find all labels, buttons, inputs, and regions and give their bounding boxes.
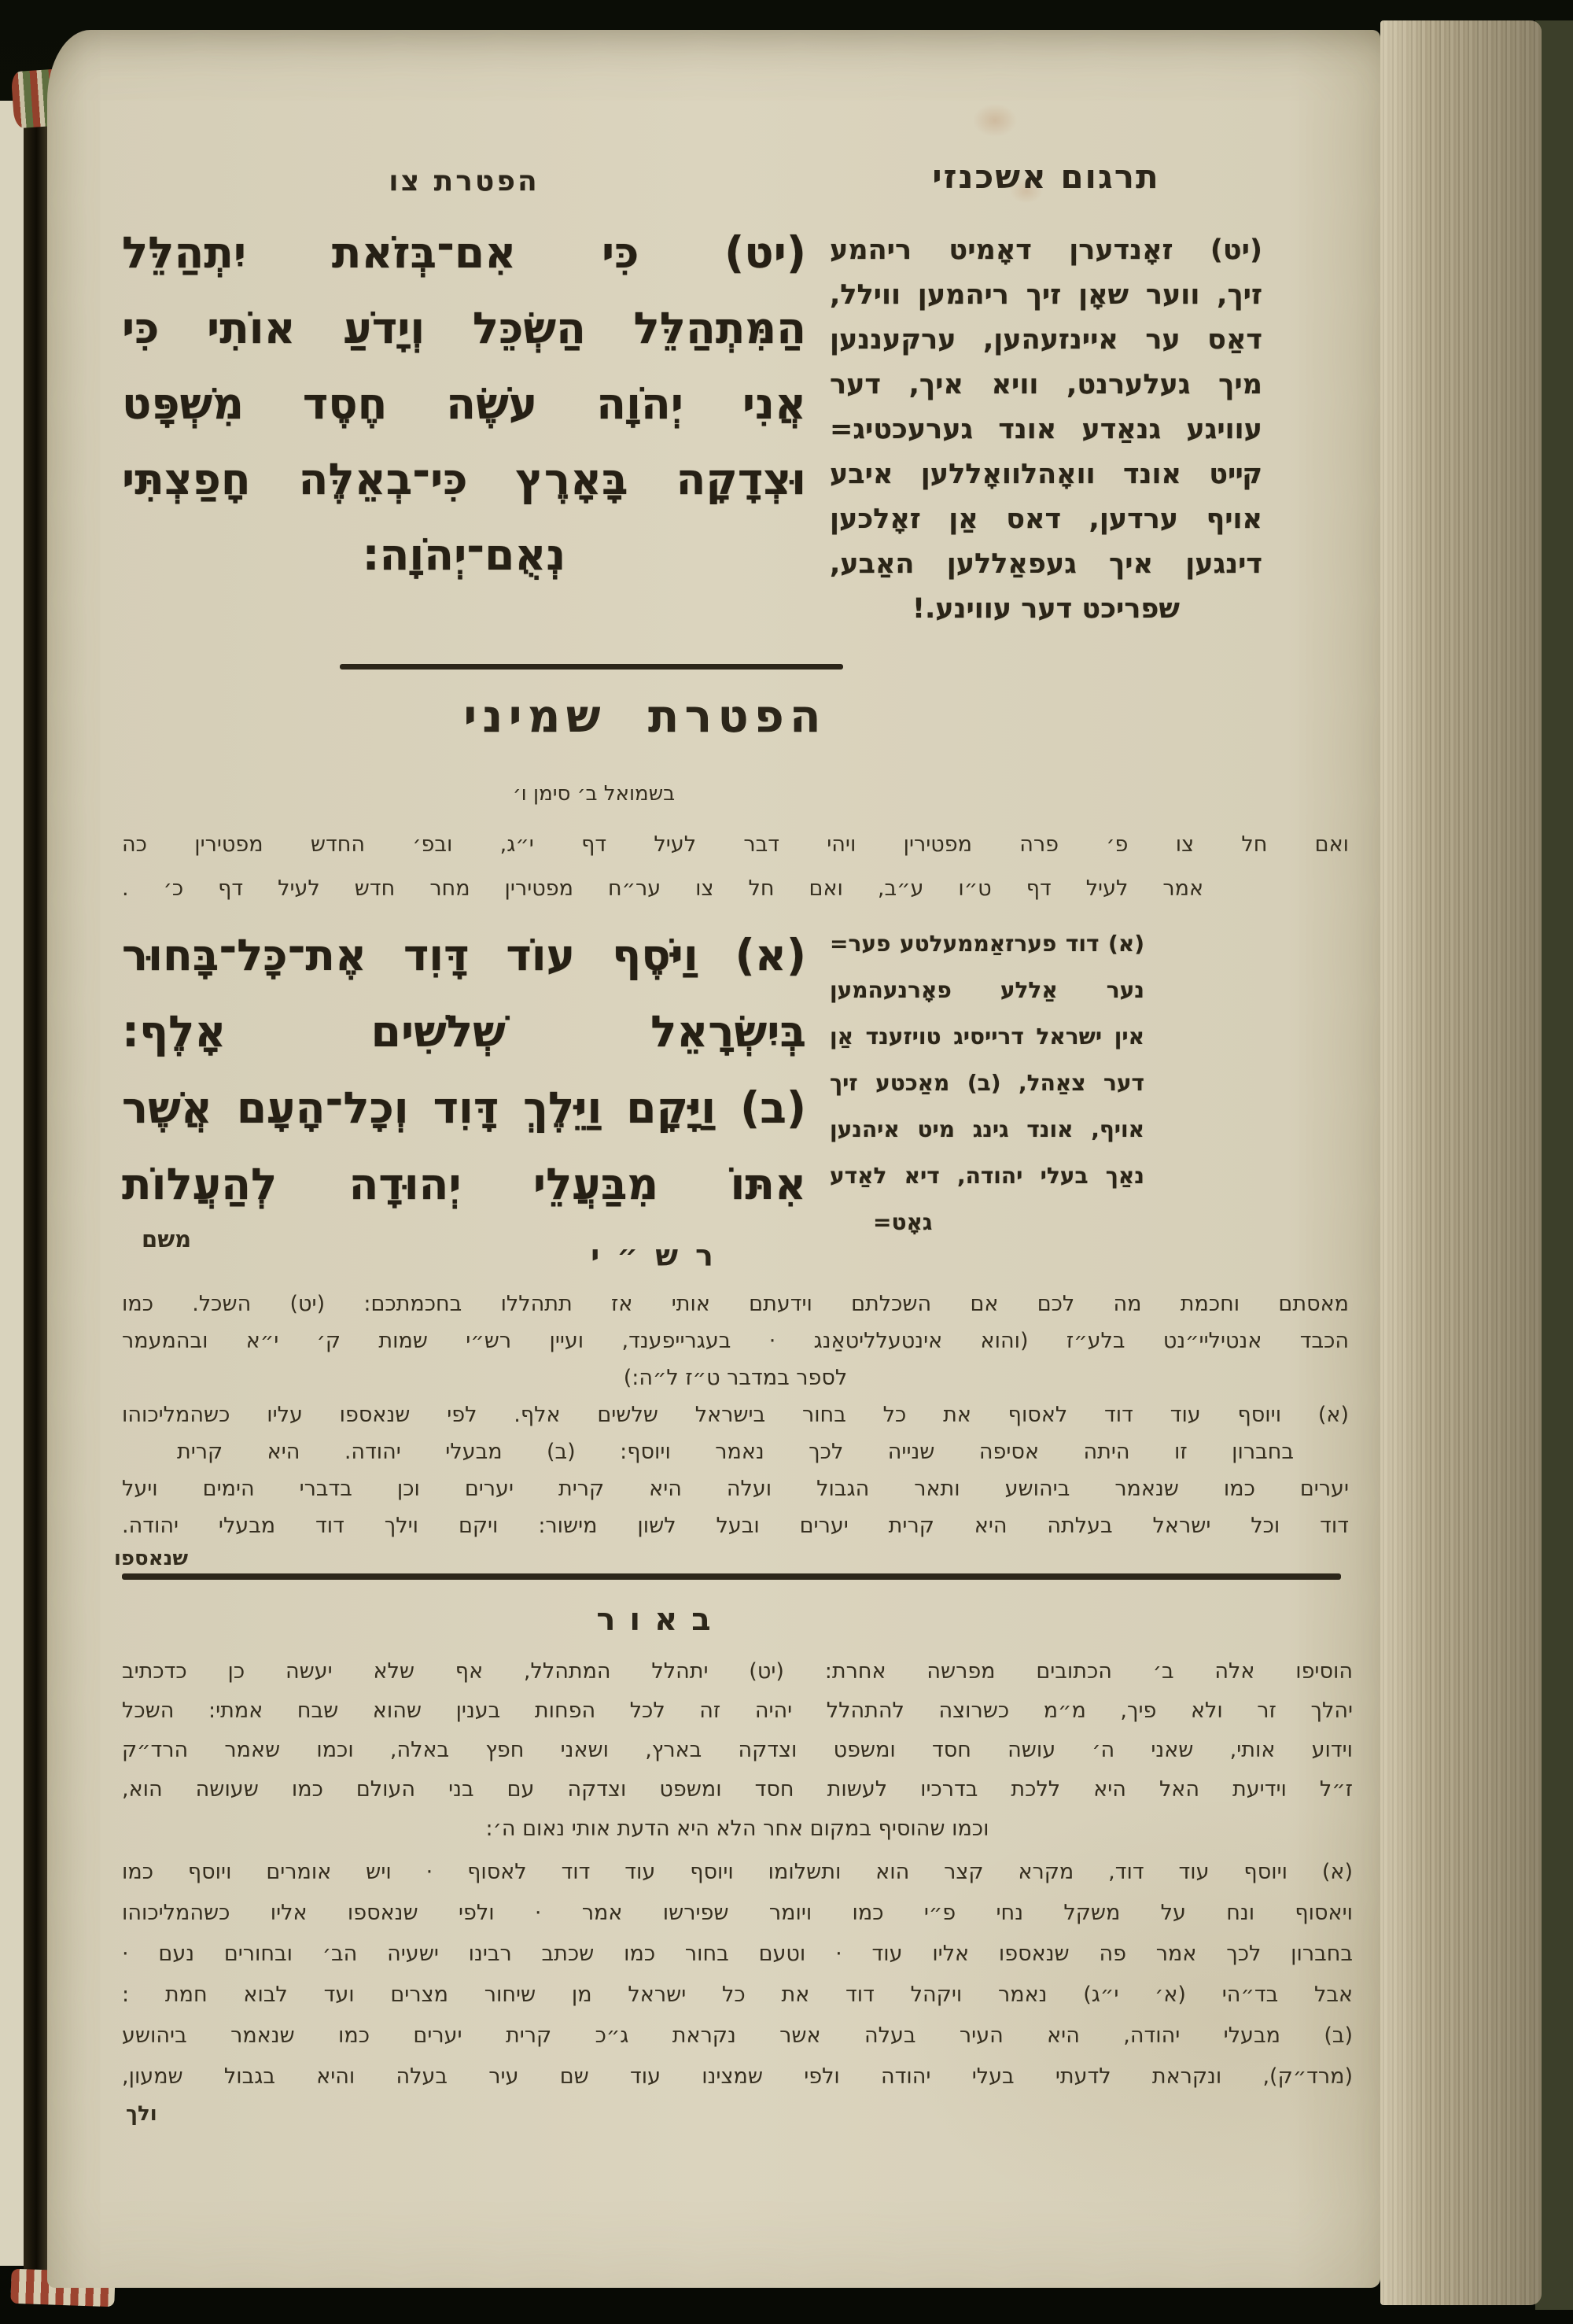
- verse-line: אִתּוֹ מִבַּעֲלֵי יְהוּדָה לְהַעֲלוֹת: [122, 1159, 806, 1209]
- text-line: דוד וכל ישראל בעלתה היא קרית יערים ובעל לשון מישור: ויקם וילך דוד מבעלי יהודה.: [122, 1514, 1349, 1538]
- text-line: (ב) מבעלי יהודה, היא העיר בעלה אשר נקראת ג״כ קרית יערים כמו שנאמר ביהושע: [122, 2023, 1353, 2048]
- shemini-targum-column: [830, 920, 1144, 1245]
- text-line: זיך, ווער שאָן זיך ריהמען ווילל,: [830, 279, 1262, 311]
- text-line: יערים כמו שנאמר ביהושע ותאר הגבול ועלה היא קרית יערים וכן בדברי הימים ויעל: [122, 1477, 1349, 1501]
- text-line: אויף, אונד גינג מיט איהנען: [830, 1116, 1144, 1142]
- text-line: אבל בד״הי (א׳ י״ג) נאמר ויקהל דוד את כל ישראל מן שיחור מצרים ועד לבוא חמת :: [122, 1983, 1353, 2007]
- rashi-commentary: [122, 1286, 1349, 1544]
- verse-line: נְאֻם־יְהֹוָה:: [362, 529, 566, 580]
- text-line: הוסיפו אלה ב׳ הכתובים מפרשה אחרת: (יט) יתהלל המתהלל, אף שלא יעשה כן כדכתיב: [122, 1659, 1353, 1684]
- biur-paragraph-2: [122, 1852, 1353, 2097]
- verse-line: (א) וַיֹּסֶף עוֹד דָּוִד אֶת־כָּל־בָּחוּר: [122, 930, 806, 980]
- haftarah-tzav-header: הפטרת צו: [389, 165, 540, 197]
- catchword-verse: משם: [142, 1226, 192, 1252]
- haftarah-source-line: בשמואל ב׳ סימן ו׳: [512, 782, 676, 806]
- catchword-rashi: שנאספו: [114, 1547, 189, 1570]
- text-line: קײט אונד וואָהלוואָללען איבע: [830, 459, 1262, 490]
- verse-line: (יט) כִּי אִם־בְּזֹאת יִתְהַלֵּל: [122, 227, 806, 278]
- text-line: מיך געלערנט, וויא איך, דער: [830, 369, 1262, 400]
- text-line: (א) ויוסף עוד דוד לאסוף את כל בחור בישראל שלשים אלף. לפי שנאספו עליו כשהמליכוהו: [122, 1403, 1349, 1427]
- haftarah-note: [122, 823, 1349, 911]
- text-line: נאַך בעלי יהודה, דיא לאַדע: [830, 1163, 1144, 1189]
- rashi-header: רש״י: [591, 1238, 731, 1273]
- text-line: הכבד אנטיליי״נט בלע״ז (והוא אינטעלליטאַנג · בעגרייפענד, ועיין רש״י שמות ק׳ י״א ובהמעמר: [122, 1329, 1349, 1353]
- text-line: שפריכט דער עווינע.!: [912, 593, 1180, 625]
- section-divider-rule: [340, 664, 843, 670]
- text-line: ויאסוף ונח על משקל נחי פ״י כמו ויומר שפירשו אמר · ולפי שנאספו אליו כשהמליכוהו: [122, 1901, 1353, 1925]
- text-line: דאַס ער איינזעהען, ערקעננען: [830, 324, 1262, 356]
- verse-line: (ב) וַיָּקָם וַיֵּלֶךְ דָּוִד וְכָל־הָעָם אֲשֶׁר: [122, 1083, 806, 1133]
- catchword-biur: ולך: [126, 2102, 157, 2126]
- verse-line: בְּיִשְׂרָאֵל שְׁלֹשִׁים אָלֶף:: [122, 1006, 806, 1057]
- text-line: (א) ויוסף עוד דוד, מקרא קצר הוא ותשלומו ויוסף עוד דוד לאסוף · ויש אומרים ויוסף כמו: [122, 1860, 1353, 1884]
- verse-line: וּצְדָקָה בָּאָרֶץ כִּי־בְאֵלֶּה חָפַצְתִּי: [122, 454, 806, 504]
- text-line: וידוע אותי, שאני ה׳ עושה חסד ומשפט וצדקה בארץ, ושאני חפץ באלה, וכמו שאמר הרד״ק: [122, 1738, 1353, 1762]
- verse-line: אֲנִי יְהֹוָה עֹשֶׂה חֶסֶד מִשְׁפָּט: [122, 378, 806, 429]
- text-line: בחברון לכך אמר פה שנאספו אליו עוד · וטעם בחור כמו שכתב רבינו ישעיה הב׳ ובחורים נעם ·: [122, 1942, 1353, 1966]
- binding-gutter: [24, 93, 47, 2293]
- text-line: ואם חל צו פ׳ פרה מפטירין ויהי דבר לעיל דף י״ג, ובפ׳ החדש מפטירין כה: [122, 832, 1349, 857]
- book-page: [47, 30, 1380, 2288]
- biur-header: באור: [596, 1602, 725, 1638]
- text-line: דער צאַהל, (ב) מאַכטע זיך: [830, 1070, 1144, 1096]
- text-line: וכמו שהוסיף במקום אחר הלא היא הדעת אותי נאום ה׳:: [485, 1817, 989, 1841]
- text-line: (א) דוד פערזאַממעלטע פער=: [830, 931, 1144, 957]
- text-line: (יט) זאָנדערן דאָמיט ריהמע: [830, 234, 1262, 266]
- haftarah-shemini-title: הפטרת שמיני: [463, 689, 827, 743]
- text-line: בחברון זו היתה אסיפה שנייה לכך נאמר ויוסף: (ב) מבעלי יהודה. היא קרית: [177, 1440, 1294, 1464]
- text-line: יהלך זר ולא פיך, מ״מ כשרוצה להתהלל יהיה זה לכל הפחות בענין שהוא שבח אמתי: השכל: [122, 1699, 1353, 1723]
- text-line: גאָט=: [873, 1209, 933, 1235]
- shemini-verse-text: [122, 917, 806, 1223]
- text-line: אין ישראל דרייסיג טויזענד אַן: [830, 1024, 1144, 1049]
- text-line: מאסתם וחכמת מה לכם אם השכלתם וידעתם אותי אז תתהללו בחכמתכם: (יט) השכל. כמו: [122, 1292, 1349, 1316]
- biur-divider-rule: [122, 1573, 1341, 1580]
- text-line: לספר במדבר ט״ז ל״ה:): [623, 1366, 848, 1390]
- text-line: (מרד״ק), ונקראת לדעתי בעלי יהודה ולפי שמצינו עוד שם עיר בעלה והיא בגבול שמעון,: [122, 2064, 1353, 2089]
- text-line: ז״ל וידיעת האל היא ללכת בדרכיו לעשות חסד ומשפט וצדקה עם בני העולם כמו שעושה הוא,: [122, 1777, 1353, 1802]
- text-line: דינגען איך געפאַללען האַבע,: [830, 548, 1262, 580]
- biur-paragraph-1: [122, 1652, 1353, 1849]
- targum-top-column: [830, 228, 1262, 632]
- facing-page-edge: [0, 101, 24, 2266]
- haftarah-tzav-text: [122, 215, 806, 592]
- text-line: עוויגע גנאַדע אונד גערעכטיג=: [830, 414, 1262, 445]
- text-line: אויף ערדען, דאס אַן זאָלכען: [830, 504, 1262, 535]
- page-fore-edge: [1380, 20, 1542, 2305]
- targum-header: תרגום אשכנזי: [932, 157, 1160, 196]
- verse-line: הַמִּתְהַלֵּל הַשְׂכֵּל וְיָדֹעַ אוֹתִי כִּי: [122, 303, 806, 353]
- text-line: אמר לעיל דף ט״ו ע״ב, ואם חל צו ער״ח מפטירין מחר חדש לעיל דף כ׳ .: [122, 876, 1203, 901]
- text-line: נער אַללע פאָרנעהמען: [830, 977, 1144, 1003]
